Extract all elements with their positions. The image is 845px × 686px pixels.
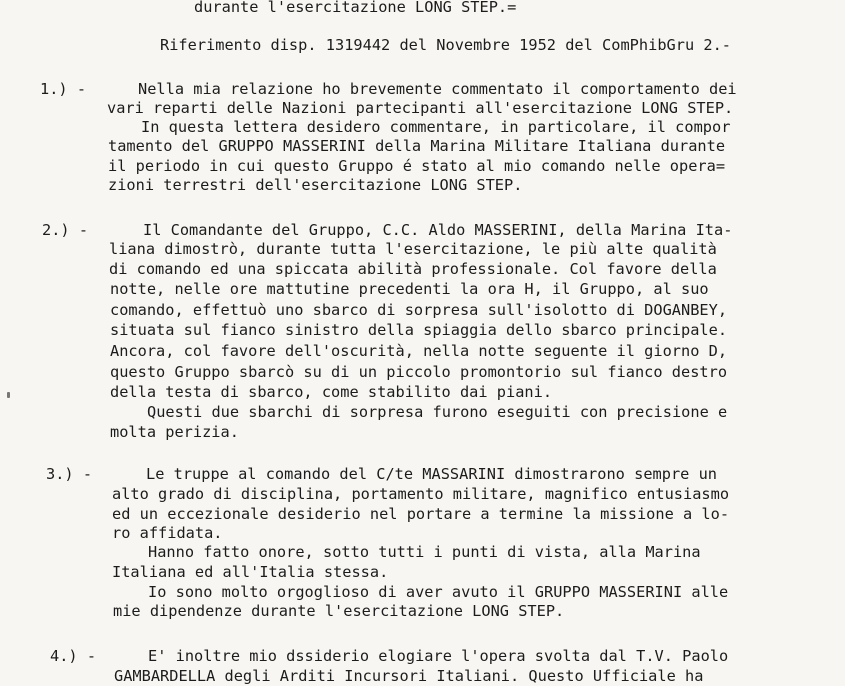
paragraph-line: In questa lettera desidero commentare, in particolare, il compor [141,118,731,136]
paragraph-line: comando, effettuò uno sbarco di sorpresa sull'isolotto di DOGANBEY, [110,301,728,319]
paragraph-line: di comando ed una spiccata abilità professionale. Col favore della [109,260,717,278]
paragraph-line: alto grado di disciplina, portamento militare, magnifico entusiasmo [112,485,730,503]
paragraph-line: notte, nelle ore mattutine precedenti la ora H, il Gruppo, al suo [110,280,709,298]
paragraph-line: della testa di sbarco, come stabilito dai piani. [110,383,553,401]
paragraph-number: 2.) - [42,221,89,239]
paragraph-number: 4.) - [50,647,97,665]
subject-line: durante l'esercitazione LONG STEP.= [194,0,517,16]
paragraph-line: situata sul fianco sinistro della spiaggia dello sbarco principale. [110,321,728,339]
paragraph-line: il periodo in cui questo Gruppo é stato al mio comando nelle opera= [108,157,726,175]
margin-speck [7,392,10,398]
paragraph-line: vari reparti delle Nazioni partecipanti all'esercitazione LONG STEP. [107,99,734,117]
paragraph-line: tamento del GRUPPO MASSERINI della Marina Militare Italiana durante [108,137,726,155]
paragraph-line: ed un eccezionale desiderio nel portare a termine la missione a lo- [112,505,730,523]
paragraph-line: Nella mia relazione ho brevemente commentato il comportamento dei [138,80,737,98]
paragraph-line: E' inoltre mio dssiderio elogiare l'opera svolta dal T.V. Paolo [148,647,729,665]
paragraph-line: mie dipendenze durante l'esercitazione LONG STEP. [113,602,565,620]
paragraph-line: Io sono molto orgoglioso di aver avuto il GRUPPO MASSERINI alle [148,583,729,601]
paragraph-line: liana dimostrò, durante tutta l'esercitazione, le più alte qualità [109,240,717,258]
paragraph-line: Il Comandante del Gruppo, C.C. Aldo MASSERINI, della Marina Ita- [143,221,733,239]
paragraph-line: molta perizia. [110,423,239,441]
paragraph-line: ro affidata. [112,524,223,542]
paragraph-number: 1.) - [40,80,87,98]
paragraph-line: Le truppe al comando del C/te MASSARINI dimostrarono sempre un [146,465,717,483]
paragraph-number: 3.) - [46,465,93,483]
paragraph-line: Ancora, col favore dell'oscurità, nella notte seguente il giorno D, [110,342,728,360]
reference-line: Riferimento disp. 1319442 del Novembre 1952 del ComPhibGru 2.- [160,36,731,54]
paragraph-line: questo Gruppo sbarcò su di un piccolo promontorio sul fianco destro [110,363,728,381]
paragraph-line: Questi due sbarchi di sorpresa furono eseguiti con precisione e [147,403,728,421]
paragraph-line: Hanno fatto onore, sotto tutti i punti di vista, alla Marina [148,543,701,561]
paragraph-line: zioni terrestri dell'esercitazione LONG STEP. [108,176,523,194]
paragraph-line: Italiana ed all'Italia stessa. [112,563,389,581]
paragraph-line: GAMBARDELLA degli Arditi Incursori Italiani. Questo Ufficiale ha [114,667,704,685]
